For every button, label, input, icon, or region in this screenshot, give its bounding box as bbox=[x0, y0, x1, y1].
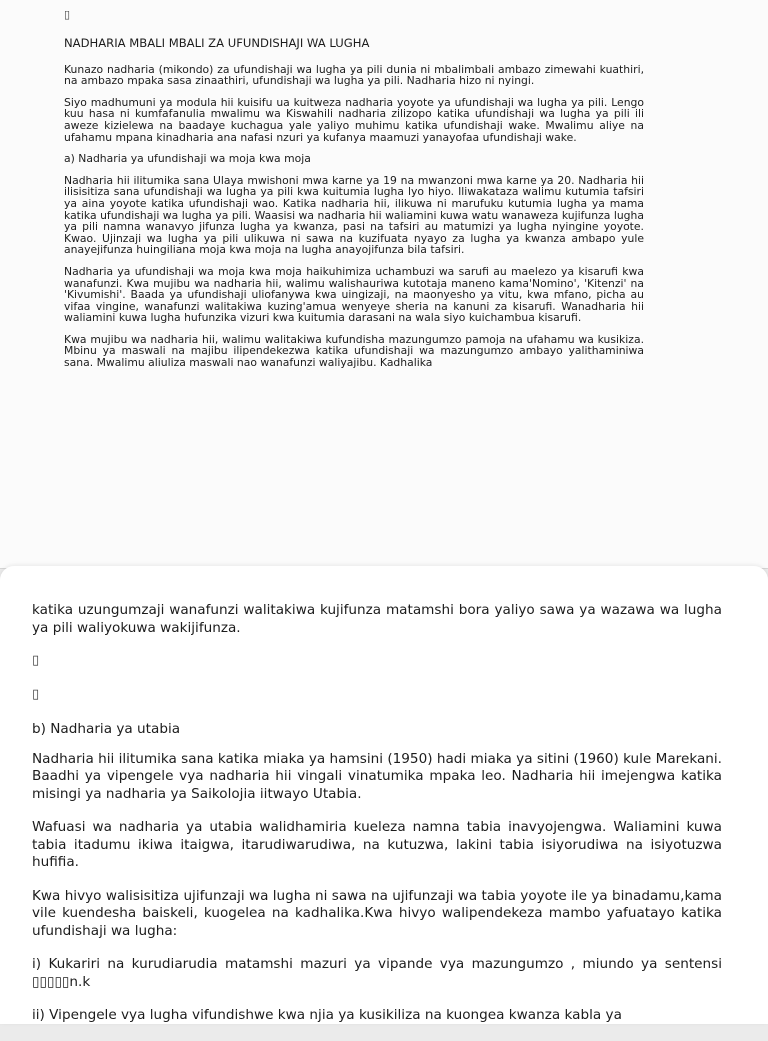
list-item: ii) Vipengele vya lugha vifundishwe kwa njia ya kusikiliza na kuongea kwanza kabla ya bbox=[32, 1007, 622, 1023]
paragraph: Wafuasi wa nadharia ya utabia walidhamiria kueleza namna tabia inavyojengwa. Waliamini kuwa tabia itadumu ikiwa itaigwa, itarudiwarudiwa, na kutuzwa, lakini tabia isiyorudiwa na isiyotuzwa hufifia. bbox=[32, 819, 722, 870]
page-2-content bbox=[32, 602, 722, 1041]
section-heading-a: a) Nadharia ya ufundishaji wa moja kwa moja bbox=[64, 152, 311, 166]
section-heading-b: b) Nadharia ya utabia bbox=[32, 721, 181, 737]
placeholder-glyph-icon: ▯ bbox=[64, 8, 71, 21]
document-title: NADHARIA MBALI MBALI ZA UFUNDISHAJI WA LUGHA bbox=[64, 36, 370, 50]
document-page-2 bbox=[0, 566, 768, 1024]
paragraph: Nadharia hii ilitumika sana Ulaya mwishoni mwa karne ya 19 na mwanzoni mwa karne ya 20. Nadharia hii ilisisitiza sana ufundishaji wa lugha ya pili kwa kuitumia lugha lyo hiyo. Iliwakataza walimu kutumia tafsiri ya aina yoyote katika ufundishaji wao. Katika nadharia hii, ilikuwa ni marufuku kutumia lugha ya mama katika ufundishaji wa lugha ya pili. Waasisi wa nadharia hii waliamini kuwa watu wanaweza kujifunza lugha ya pili namna wanavyo jifunza lugha ya kwanza, pasi na tafsiri au matumizi ya lugha nyingine yoyote. Kwao. Ujinzaji wa lugha ya pili ulikuwa ni sawa na kuzifuata nyayo za lugha ya kwanza ambapo yule anayejifunza huingiliana moja kwa moja na lugha anayojifunza bila tafsiri. bbox=[64, 173, 644, 257]
paragraph: Siyo madhumuni ya modula hii kuisifu ua kuitweza nadharia yoyote ya ufundishaji wa lugha ya pili. Lengo kuu hasa ni kumfafanulia mwalimu wa Kiswahili nadharia zilizopo katika ufundishaji wa lugha ya pili ili aweze kizielewa na baadaye kuchagua yale yaliyo muhimu katika ufundishaji wake. Mwalimu aliye na ufahamu mpana kinadharia ana nafasi nzuri ya kufanya maamuzi yanayofaa ufundishaji wake. bbox=[64, 95, 644, 144]
page-1-content bbox=[64, 8, 644, 379]
paragraph: Kwa mujibu wa nadharia hii, walimu walitakiwa kufundisha mazungumzo pamoja na ufahamu wa kusikiza. Mbinu ya maswali na majibu ilipendekezwa katika ufundishaji wa mazungumzo ambayo yalithaminiwa sana. Mwalimu aliuliza maswali nao wanafunzi waliyajibu. Kadhalika bbox=[64, 332, 644, 370]
paragraph: Nadharia ya ufundishaji wa moja kwa moja haikuhimiza uchambuzi wa sarufi au maelezo ya kisarufi kwa wanafunzi. Kwa mujibu wa nadharia hii, walimu walishauriwa kutotaja maneno kama'Nomino', 'Kitenzi' na 'Kivumishi'. Baada ya ufundishaji uliofanywa kwa uingizaji, na maonyesho ya vitu, kwa mfano, picha au vifaa vingine, wanafunzi walitakiwa kuzing'amua wenyeye sheria na kanuni za kisarufi. Wanadharia hii waliamini kuwa lugha hufunzika vizuri kwa kuitumia darasani na wala siyo kuichambua kisarufi. bbox=[64, 264, 644, 325]
paragraph: Kwa hivyo walisisitiza ujifunzaji wa lugha ni sawa na ujifunzaji wa tabia yoyote ile ya binadamu,kama vile kuendesha baiskeli, kuogelea na kadhalika.Kwa hivyo walipendekeza mambo yafuatayo katika ufundishaji wa lugha: bbox=[32, 887, 722, 939]
paragraph: Nadharia hii ilitumika sana katika miaka ya hamsini (1950) hadi miaka ya sitini (1960) kule Marekani. Baadhi ya vipengele vya nadharia hii vingali vinatumika mpaka leo. Nadharia hii imejengwa katika misingi ya nadharia ya Saikolojia iitwayo Utabia. bbox=[32, 750, 722, 802]
placeholder-glyph-icon: ▯ bbox=[32, 687, 40, 702]
list-item: i) Kukariri na kurudiarudia matamshi mazuri ya vipande vya mazungumzo , miundo ya sentensi ▯▯▯▯▯n.k bbox=[32, 956, 722, 990]
placeholder-glyph-icon: ▯ bbox=[32, 653, 40, 668]
paragraph: katika uzungumzaji wanafunzi walitakiwa kujifunza matamshi bora yaliyo sawa ya wazawa wa lugha ya pili waliyokuwa wakijifunza. bbox=[32, 602, 722, 636]
paragraph: Kunazo nadharia (mikondo) za ufundishaji wa lugha ya pili dunia ni mbalimbali ambazo zimewahi kuathiri, na ambazo mpaka sasa zinaathiri, ufundishaji wa lugha ya pili. Nadharia hizo ni nyingi. bbox=[64, 62, 644, 88]
